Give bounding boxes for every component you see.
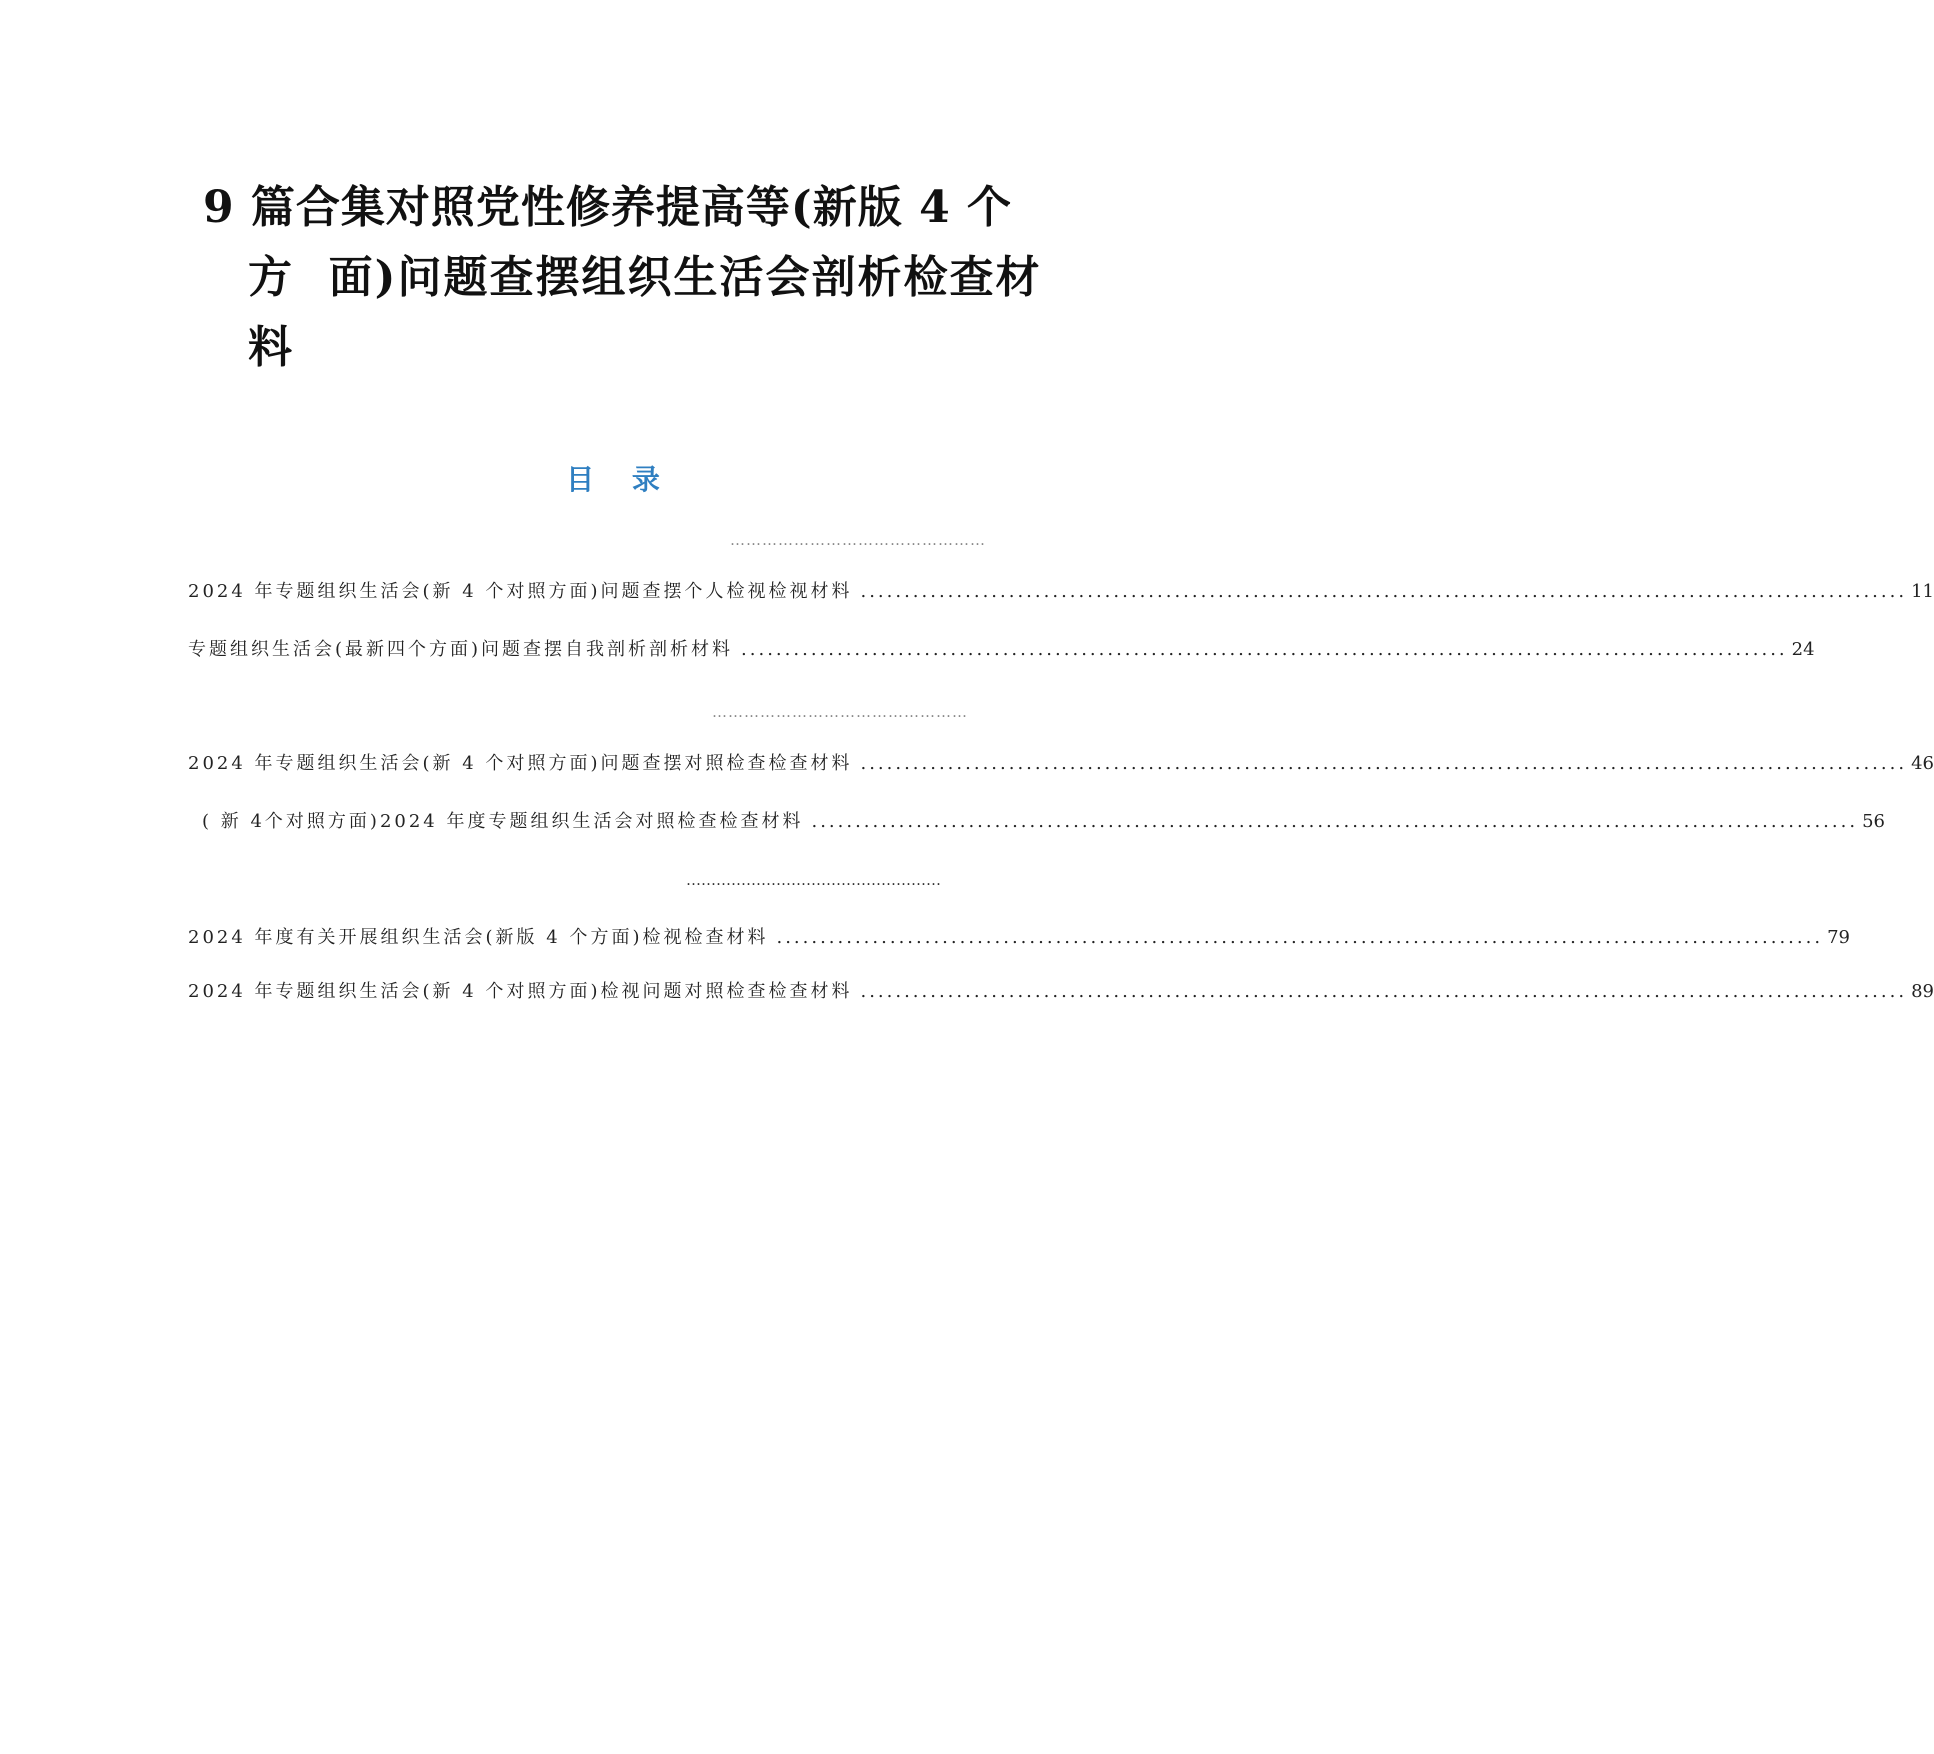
toc-entry[interactable] <box>188 636 1815 664</box>
toc-entry[interactable] <box>202 808 1885 836</box>
toc-entry[interactable] <box>188 750 1934 778</box>
dot-leader: ........................................................................................................................ <box>776 927 1824 948</box>
toc-entry-title: 2024 年度有关开展组织生活会(新版 4 个方面)检视检查材料 <box>188 927 769 948</box>
toc-heading: 目 录 <box>566 463 674 496</box>
dot-leader: ........................................................................................................................ <box>860 753 1908 774</box>
toc-entry-title: 2024 年专题组织生活会(新 4 个对照方面)检视问题对照检查检查材料 <box>188 981 853 1002</box>
toc-entry-title: 专题组织生活会(最新四个方面)问题查摆自我剖析剖析材料 <box>188 639 734 660</box>
toc-page-number: 89 <box>1911 981 1934 1002</box>
dotted-filler-line: …………………………………………… <box>686 871 941 889</box>
toc-entry[interactable] <box>188 924 1850 952</box>
toc-entry[interactable] <box>188 578 1934 606</box>
document-title <box>0 0 1240 400</box>
dot-leader: ........................................................................................................................ <box>860 581 1908 602</box>
toc-page-number: 56 <box>1862 811 1885 832</box>
dot-leader: ........................................................................................................................ <box>860 981 1908 1002</box>
toc-page-number: 11 <box>1911 581 1934 602</box>
toc-page-number: 46 <box>1911 753 1934 774</box>
title-line-1: 9 篇合集对照党性修养提高等(新版 4 个 <box>203 182 1013 233</box>
toc-page-number: 24 <box>1791 639 1815 660</box>
dotted-filler-line: ………………………………………… <box>712 703 968 721</box>
toc-entry[interactable] <box>188 978 1934 1006</box>
dot-leader: ........................................................................................................................ <box>811 811 1859 832</box>
toc-entry-title: ( 新 4个对照方面)2024 年度专题组织生活会对照检查检查材料 <box>202 811 804 832</box>
dot-leader: ........................................................................................................................ <box>741 639 1788 660</box>
title-line-3: 料 <box>248 322 292 373</box>
toc-page-number: 79 <box>1827 927 1850 948</box>
title-line-2: 方 面)问题查摆组织生活会剖析检查材 <box>248 252 1042 303</box>
toc-entry-title: 2024 年专题组织生活会(新 4 个对照方面)问题查摆对照检查检查材料 <box>188 753 853 774</box>
toc-entry-title: 2024 年专题组织生活会(新 4 个对照方面)问题查摆个人检视检视材料 <box>188 581 853 602</box>
dotted-filler-line: ………………………………………… <box>730 531 986 549</box>
